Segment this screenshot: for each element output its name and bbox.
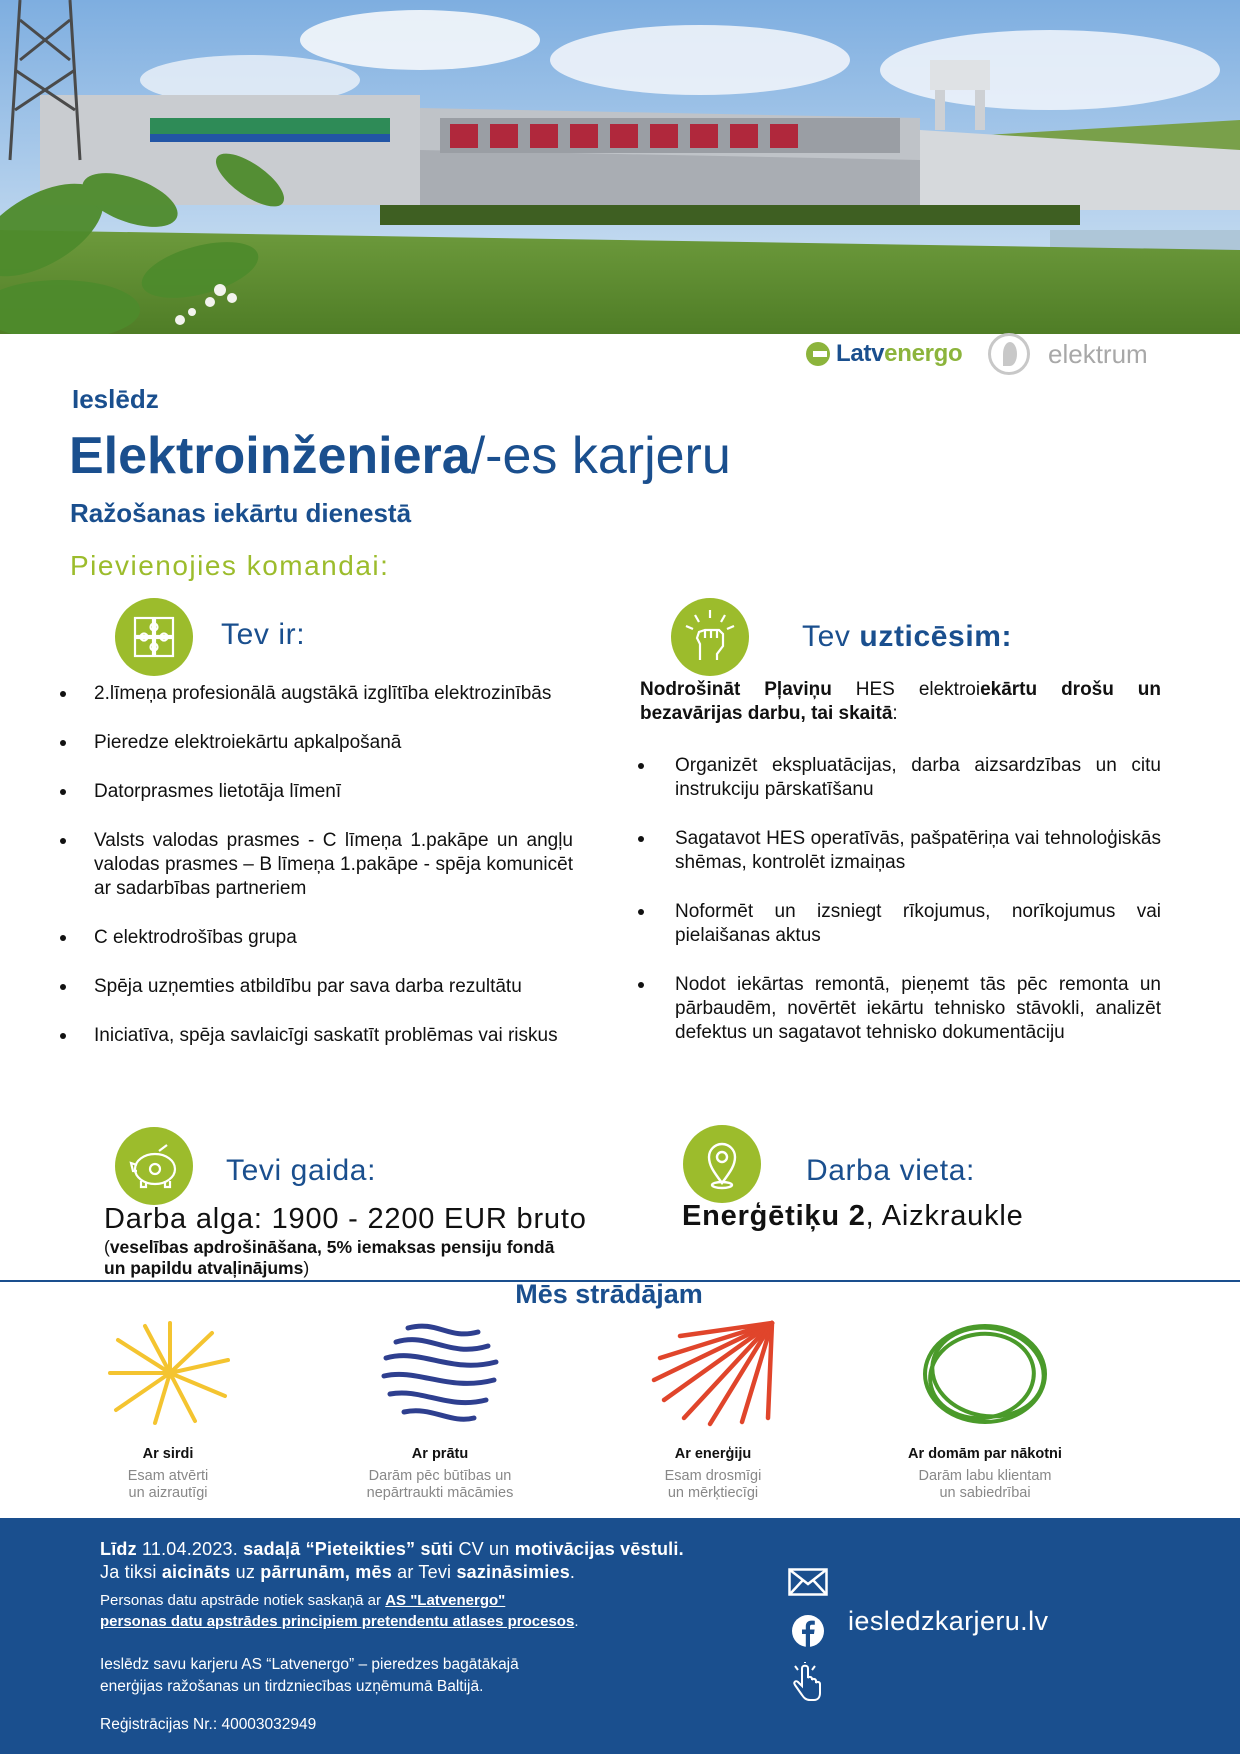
- latvenergo-mark-icon: [806, 342, 830, 366]
- value-desc-1: Esam atvērti: [127, 1468, 209, 1484]
- hero-image: [0, 0, 1240, 334]
- benefits-note: [104, 1237, 554, 1279]
- privacy-note: [100, 1590, 579, 1632]
- email-icon[interactable]: [788, 1568, 828, 1596]
- privacy-link-1[interactable]: AS "Latvenergo": [385, 1592, 506, 1609]
- about-line-2: enerģijas ražošanas un tirdzniecības uzņēmumā Baltijā.: [100, 1678, 484, 1695]
- f-l2-g: .: [569, 1562, 576, 1582]
- f-l2-c: uz: [230, 1562, 261, 1582]
- facebook-icon[interactable]: [791, 1614, 825, 1648]
- trust-intro-c: ekārtu drošu un bezavārijas darbu, tai skaitā: [640, 679, 1162, 724]
- address-city: , Aizkraukle: [865, 1200, 1024, 1232]
- privacy-link-2[interactable]: personas datu apstrādes principiem pretendentu atlases procesos: [100, 1613, 575, 1630]
- list-item: Organizēt ekspluatācijas, darba aizsardzības un citu instrukciju pārskatīšanu: [636, 754, 1161, 802]
- list-item: Nodot iekārtas remontā, pieņemt tās pēc remonta un pārbaudēm, novērtēt iekārtu tehnisko stāvokli, analizēt defektus un sagatavot tehnisko dokumentāciju: [636, 973, 1161, 1045]
- work-address: [682, 1200, 1024, 1233]
- trust-list: [636, 754, 1161, 1070]
- website-link[interactable]: iesledzkarjeru.lv: [848, 1606, 1049, 1636]
- note-close: ): [303, 1258, 310, 1278]
- footer: [0, 1518, 1240, 1754]
- trust-intro: [640, 678, 1161, 726]
- trust-heading: [802, 620, 1012, 654]
- trust-heading-a: Tev: [802, 620, 860, 653]
- location-heading: Darba vieta:: [806, 1154, 975, 1187]
- note-line2: un papildu atvaļinājums: [104, 1258, 304, 1278]
- trust-intro-b: HES elektroi: [831, 679, 981, 700]
- list-item: Noformēt un izsniegt rīkojumus, norīkojumus vai pielaišanas aktus: [636, 900, 1161, 948]
- value-heart: [68, 1446, 268, 1502]
- heart-burst-icon: [100, 1318, 240, 1428]
- trust-intro-a: Nodrošināt Pļaviņu: [640, 679, 832, 700]
- f-l1-e: motivācijas vēstuli.: [514, 1539, 684, 1559]
- company-about: [100, 1654, 519, 1698]
- kicker: Ieslēdz: [72, 384, 159, 414]
- list-item: Valsts valodas prasmes - C līmeņa 1.pakāpe un angļu valodas prasmes – B līmeņa 1.pakāpe - spēja komunicēt ar sadarbības partneriem: [58, 829, 573, 901]
- latvenergo-logo: [806, 338, 962, 370]
- value-desc-2: un mērķtiecīgi: [667, 1485, 759, 1501]
- title-rest: /-es karjeru: [470, 427, 731, 485]
- about-line-1: Ieslēdz savu karjeru AS “Latvenergo” – pieredzes bagātākajā: [100, 1656, 519, 1673]
- list-item: Sagatavot HES operatīvās, pašpatēriņa vai tehnoloģiskās shēmas, kontrolēt izmaiņas: [636, 827, 1161, 875]
- f-l1-c: sadaļā “Pieteikties” sūti: [243, 1539, 454, 1559]
- f-l2-d: pārrunām, mēs: [260, 1562, 392, 1582]
- value-desc-1: Esam drosmīgi: [664, 1468, 762, 1484]
- elektrum-mark-icon: [988, 333, 1030, 375]
- value-desc-1: Darām labu klientam: [918, 1468, 1052, 1484]
- puzzle-icon: [115, 598, 193, 676]
- f-l1-a: Līdz: [100, 1539, 137, 1559]
- note-line1: veselības apdrošināšana, 5% iemaksas pensiju fondā: [109, 1237, 555, 1257]
- have-list: [58, 682, 573, 1073]
- location-pin-icon: [683, 1125, 761, 1203]
- value-title: Ar domām par nākotni: [908, 1446, 1062, 1462]
- list-item: Spēja uzņemties atbildību par sava darba rezultātu: [58, 975, 573, 999]
- privacy-end: .: [574, 1613, 579, 1630]
- value-title: Ar enerģiju: [674, 1446, 752, 1462]
- values-heading: Mēs strādājam: [515, 1279, 703, 1309]
- page-title: [69, 426, 731, 486]
- f-l2-e: ar Tevi: [391, 1562, 457, 1582]
- value-mind: [340, 1446, 540, 1502]
- note-open: (: [104, 1237, 110, 1257]
- latvenergo-name-a: Latv: [836, 340, 885, 367]
- elektrum-logo: [988, 332, 1148, 376]
- join-heading: Pievienojies komandai:: [70, 550, 390, 581]
- list-item: C elektrodrošības grupa: [58, 926, 573, 950]
- privacy-text: Personas datu apstrāde notiek saskaņā ar: [100, 1592, 386, 1609]
- list-item: Datorprasmes lietotāja līmenī: [58, 780, 573, 804]
- waves-icon: [378, 1320, 504, 1428]
- apply-instructions: [100, 1538, 684, 1584]
- value-desc-2: nepārtraukti mācāmies: [366, 1485, 514, 1501]
- have-heading: Tev ir:: [221, 618, 306, 651]
- value-title: Ar sirdi: [142, 1446, 194, 1462]
- f-l2-b: aicināts: [161, 1562, 231, 1582]
- registration-number: Reģistrācijas Nr.: 40003032949: [100, 1716, 317, 1733]
- f-l2-a: Ja tiksi: [100, 1562, 162, 1582]
- trust-heading-b: uzticēsim:: [859, 620, 1013, 653]
- value-title: Ar prātu: [411, 1446, 469, 1462]
- trust-intro-d: :: [892, 703, 898, 724]
- title-bold: Elektroinženiera: [69, 427, 471, 485]
- address-street: Enerģētiķu 2: [682, 1200, 866, 1232]
- value-energy: [613, 1446, 813, 1502]
- elektrum-name: elektrum: [1048, 338, 1148, 369]
- future-rings-icon: [920, 1320, 1050, 1428]
- salary: Darba alga: 1900 - 2200 EUR bruto: [104, 1203, 587, 1235]
- f-l2-f: sazināsimies: [456, 1562, 570, 1582]
- f-l1-b: 11.04.2023.: [136, 1539, 244, 1559]
- piggy-bank-icon: [115, 1127, 193, 1205]
- latvenergo-name-b: energo: [884, 340, 963, 367]
- list-item: 2.līmeņa profesionālā augstākā izglītība elektrozinībās: [58, 682, 573, 706]
- list-item: Pieredze elektroiekārtu apkalpošanā: [58, 731, 573, 755]
- value-future: [875, 1446, 1095, 1502]
- value-desc-2: un sabiedrībai: [939, 1485, 1031, 1501]
- pointer-hand-icon[interactable]: [792, 1662, 824, 1702]
- value-desc-1: Darām pēc būtības un: [368, 1468, 512, 1484]
- page-subtitle: Ražošanas iekārtu dienestā: [70, 498, 412, 528]
- f-l1-d: CV un: [453, 1539, 515, 1559]
- energy-rays-icon: [650, 1318, 780, 1428]
- raised-fist-icon: [671, 598, 749, 676]
- awaits-heading: Tevi gaida:: [226, 1154, 377, 1187]
- list-item: Iniciatīva, spēja savlaicīgi saskatīt problēmas vai riskus: [58, 1024, 573, 1048]
- value-desc-2: un aizrautīgi: [128, 1485, 208, 1501]
